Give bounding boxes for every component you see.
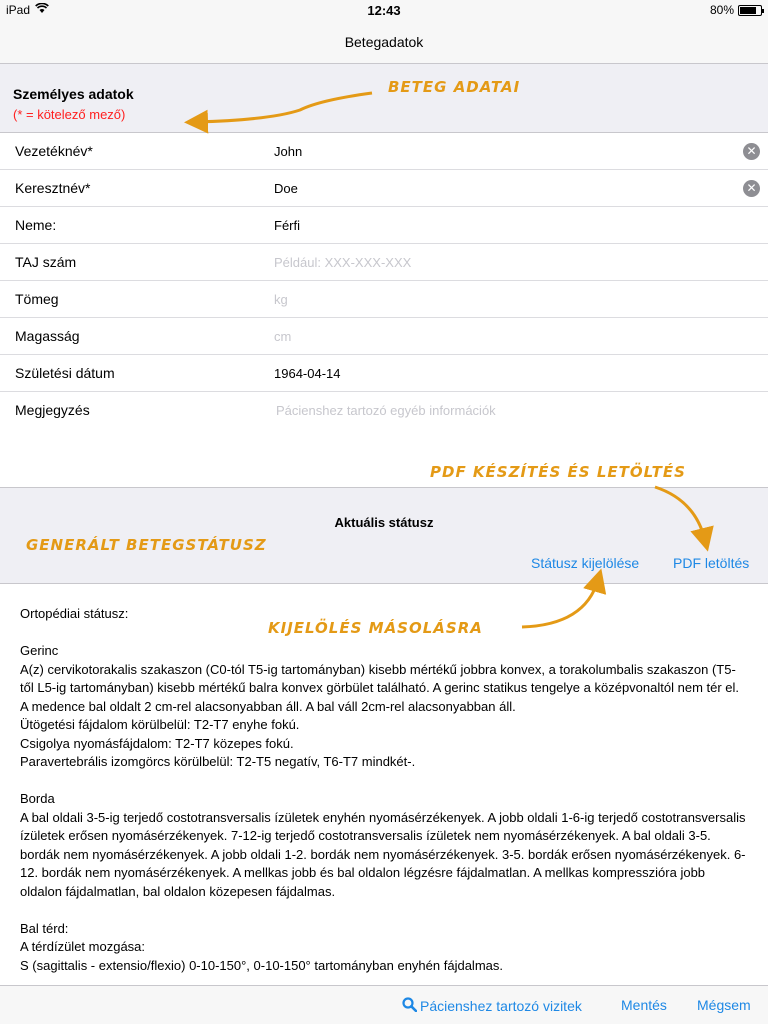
form-row-gender[interactable] (0, 207, 768, 244)
save-button[interactable]: Mentés (621, 997, 667, 1013)
arrow-to-pdf-button (655, 487, 705, 540)
field-label: Tömeg (15, 291, 59, 307)
form-row-last-name[interactable] (0, 133, 768, 170)
status-bar-right (710, 3, 762, 17)
weight-input[interactable]: kg (274, 292, 288, 307)
status-paragraph: Bal térd: A térdízület mozgása: S (sagittalis - extensio/flexio) 0-10-150°, 0-10-150° tartományban enyhén fájdalmas. (20, 920, 503, 973)
form-row-taj[interactable] (0, 244, 768, 281)
annotation-pdf: PDF KÉSZÍTÉS ÉS LETÖLTÉS (430, 463, 686, 481)
field-label: Vezetéknév* (15, 143, 93, 159)
status-bar (0, 0, 768, 20)
cancel-button[interactable]: Mégsem (697, 997, 751, 1013)
field-label: Neme: (15, 217, 57, 233)
arrow-to-patient-data (196, 93, 372, 122)
annotation-selection: KIJELÖLÉS MÁSOLÁSRA (268, 619, 483, 637)
patient-visits-label: Pácienshez tartozó vizitek (420, 998, 582, 1014)
battery-percent: 80% (709, 3, 734, 17)
field-label: Keresztnév* (15, 180, 91, 196)
gender-select[interactable]: Férfi (274, 218, 300, 233)
first-name-input[interactable]: Doe (274, 181, 298, 196)
pdf-download-button[interactable]: PDF letöltés (673, 555, 750, 571)
status-paragraph: Ortopédiai státusz: (20, 606, 129, 621)
search-icon (402, 997, 417, 1015)
last-name-input[interactable]: John (274, 144, 303, 159)
bottom-toolbar (0, 985, 768, 1024)
required-note: (* = kötelező mező) (13, 107, 126, 122)
field-label: Megjegyzés (15, 402, 90, 418)
annotation-generated-status: GENERÁLT BETEGSTÁTUSZ (26, 536, 267, 554)
field-label: Magasság (15, 328, 80, 344)
notes-textarea[interactable]: Pácienshez tartozó egyéb információk (276, 403, 496, 418)
status-paragraph: Gerinc A(z) cervikotorakalis szakaszon (C0-tól T5-ig tartományban) kisebb mértékű jobbra konvex, a torakolumbalis szakaszon (T5-től L5-ig tartományban) kisebb mértékű balra konvex görbület található. A gerinc statikus tengelye a középvonaltól nem tér el. A medence bal oldalt 2 cm-rel alacsonyabban áll. A bal váll 2cm-rel alacsonyabban áll. Ütögetési fájdalom körülbelül: T2-T7 enyhe fokú. Csigolya nyomásfájdalom: T2-T7 közepes fokú. Paravertebrális izomgörcs körülbelül: T2-T5 negatív, T6-T7 mindkét-. (20, 643, 740, 769)
personal-data-form (0, 132, 768, 488)
field-label: Születési dátum (15, 365, 115, 381)
page-title: Betegadatok (344, 34, 424, 50)
patient-visits-button[interactable] (402, 997, 582, 1015)
form-row-notes[interactable] (0, 392, 768, 429)
form-row-first-name[interactable] (0, 170, 768, 207)
section-title-personal: Személyes adatok (13, 86, 134, 102)
form-row-birth-date[interactable] (0, 355, 768, 392)
form-row-height[interactable] (0, 318, 768, 355)
field-label: TAJ szám (15, 254, 77, 270)
status-section-title: Aktuális státusz (334, 515, 434, 530)
form-row-weight[interactable] (0, 281, 768, 318)
device-name: iPad (6, 3, 31, 17)
clock: 12:43 (367, 3, 401, 18)
taj-input[interactable]: Például: XXX-XXX-XXX (274, 255, 412, 270)
height-input[interactable]: cm (274, 329, 292, 344)
annotation-patient-data: BETEG ADATAI (388, 78, 521, 96)
clear-icon[interactable]: ✕ (743, 180, 760, 197)
status-paragraph: Borda A bal oldali 3-5-ig terjedő costotransversalis ízületek enyhén nyomásérzékenyek. A jobb oldali 1-6-ig terjedő costotransversalis ízületek erősen nyomásérzékenyek. 7-12-ig terjedő costotransversalis ízületek nem nyomásérzékenyek. A bal oldali 3-5. bordák nem nyomásérzékenyek. A jobb oldali 1-2. bordák nem nyomásérzékenyek. 3-5. bordák erősen nyomásérzékenyek. 6-12. bordák nem nyomásérzékenyek. A mellkas jobb és bal oldalon légzésre fájdalmatlan. A mellkas kompresszióra jobb oldalon fájdalmatlan, bal oldalon közepesen fájdalmas. (20, 791, 746, 899)
battery-icon (738, 5, 762, 16)
birth-date-input[interactable]: 1964-04-14 (274, 366, 341, 381)
select-status-button[interactable]: Státusz kijelölése (531, 555, 640, 571)
clear-icon[interactable]: ✕ (743, 143, 760, 160)
status-text-view[interactable] (0, 583, 768, 985)
nav-bar (0, 20, 768, 64)
